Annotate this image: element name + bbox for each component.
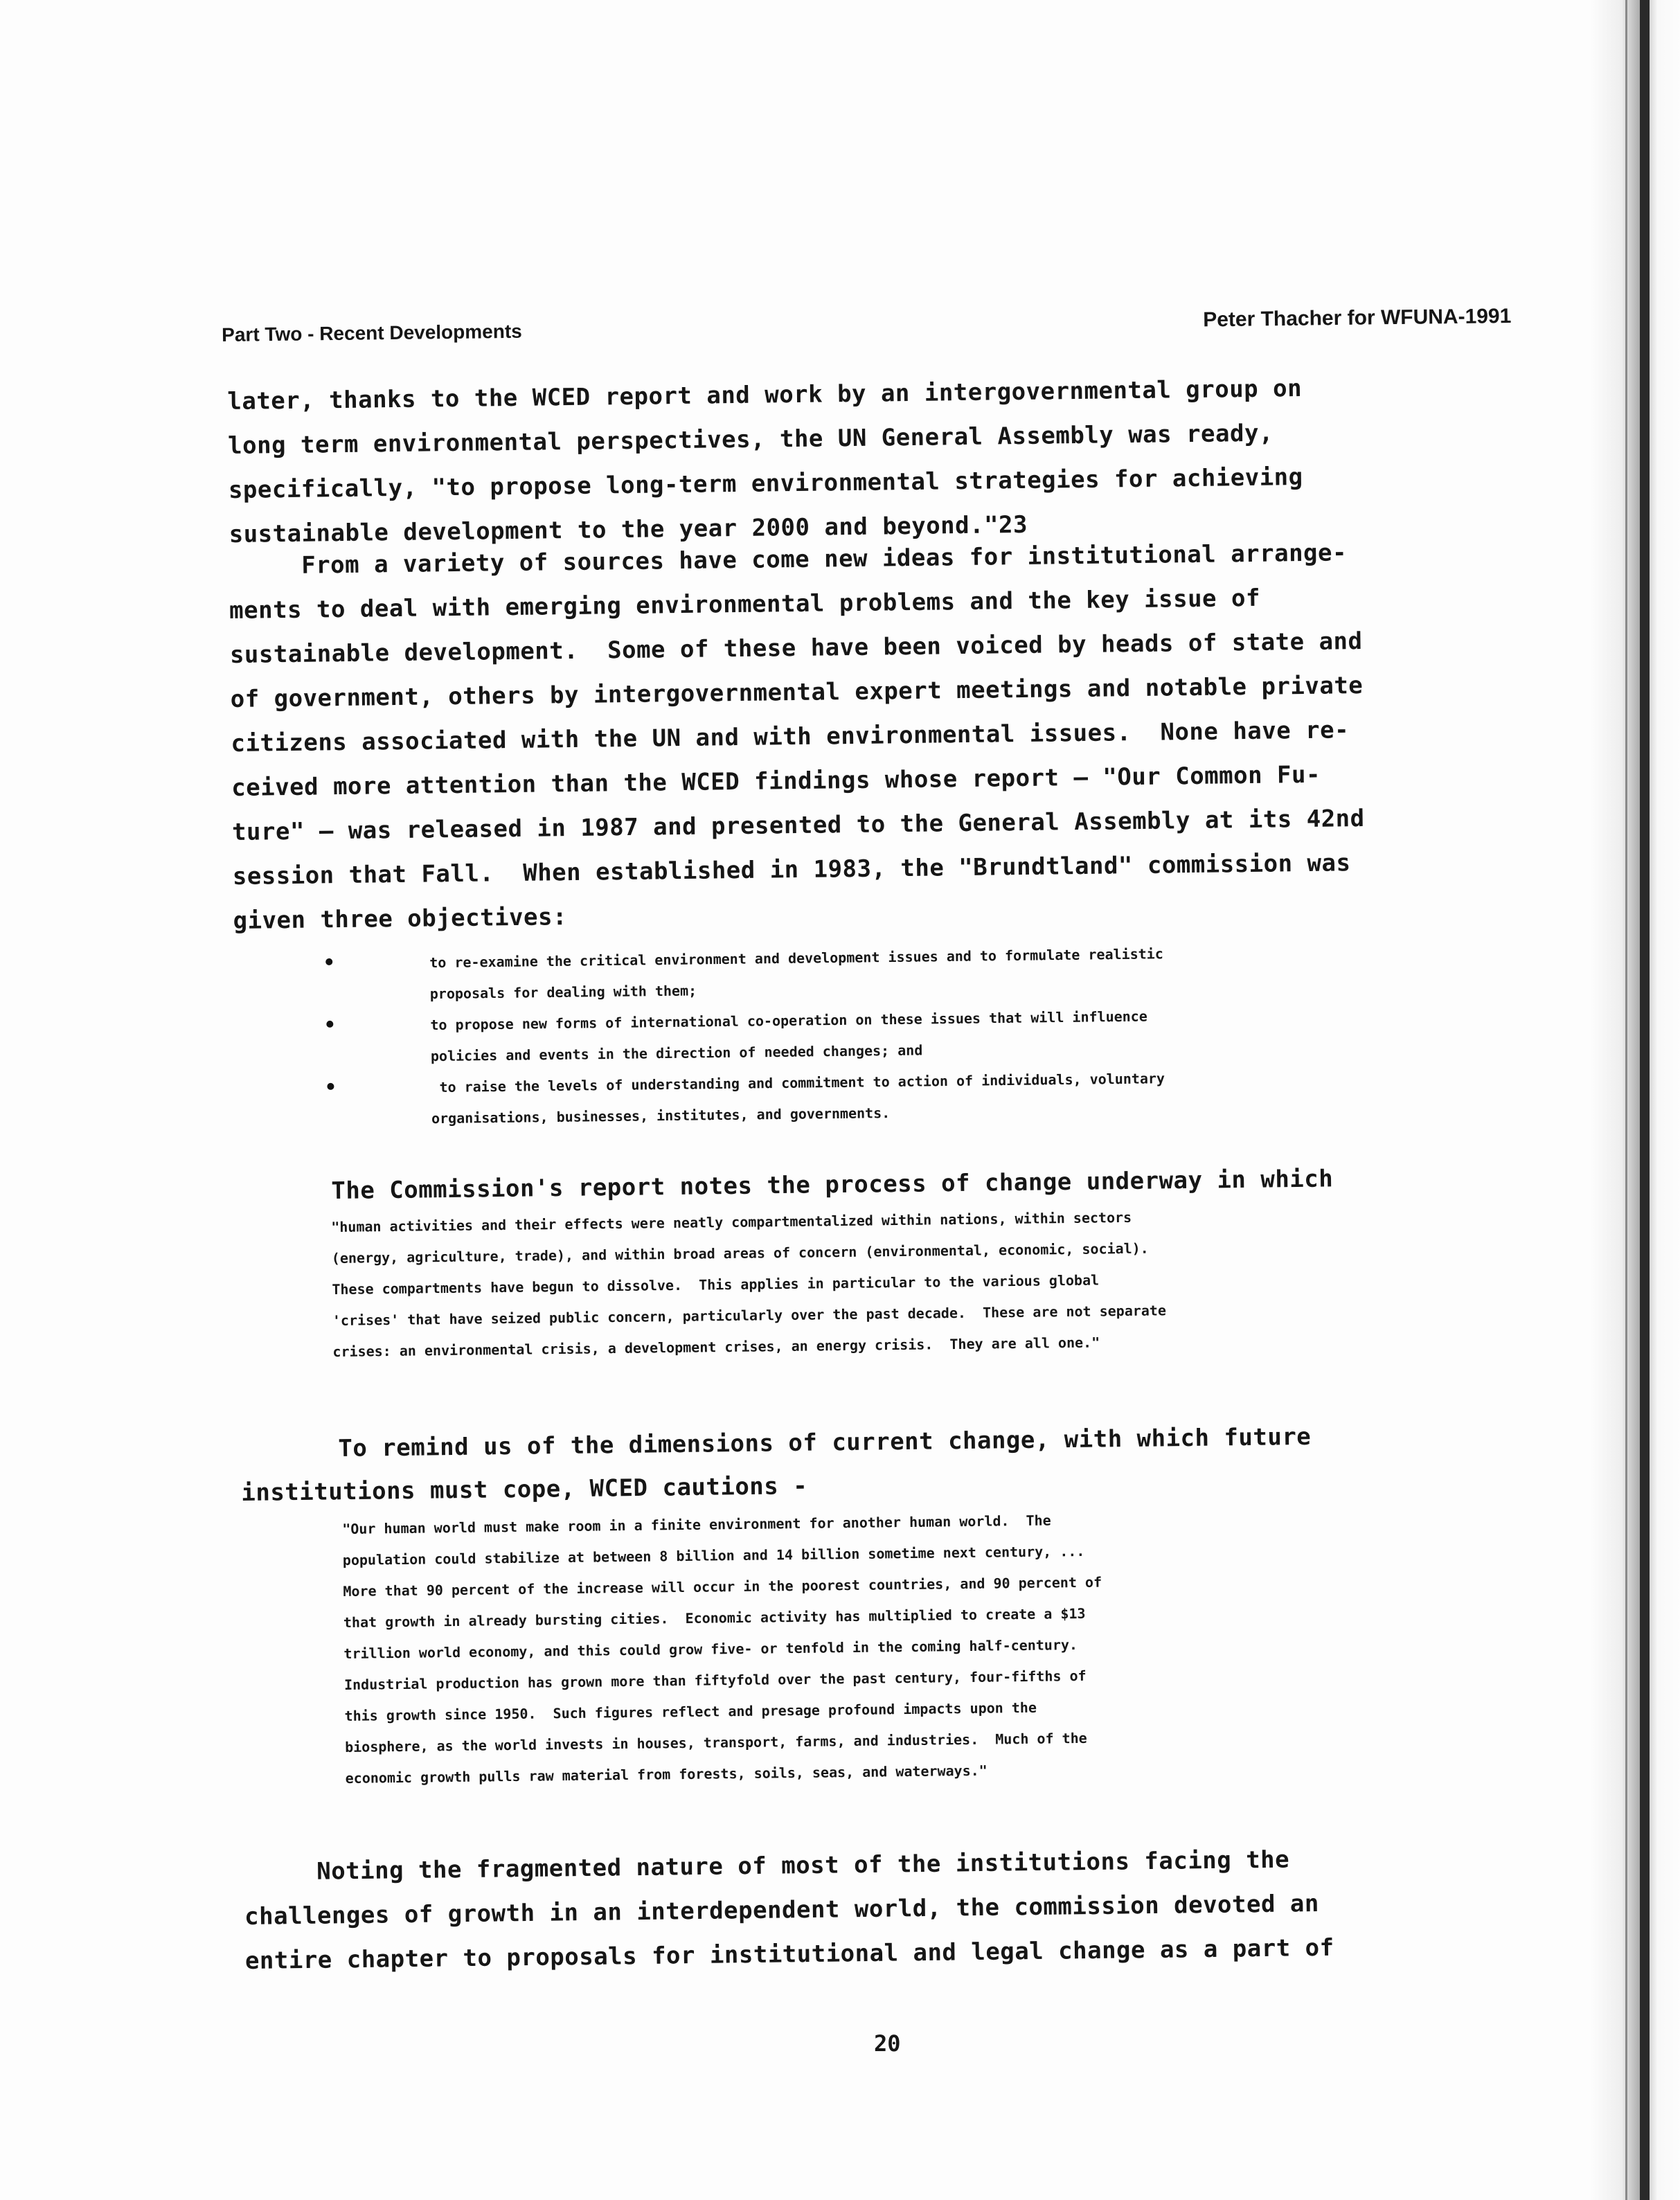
text-line: 'crises' that have seized public concern, particularly over the past decade. These are not separate xyxy=(332,1302,1167,1329)
text-line: sustainable development. Some of these have been voiced by heads of state and xyxy=(229,627,1363,669)
text-line: population could stabilize at between 8 billion and 14 billion sometime next century, ... xyxy=(342,1542,1085,1568)
text-line: These compartments have begun to dissolve. This applies in particular to the various global xyxy=(332,1271,1100,1298)
text-line: Industrial production has grown more than fiftyfold over the past century, four-fifths of xyxy=(343,1667,1087,1693)
bullet-icon xyxy=(326,1021,333,1028)
header-section-title: Part Two - Recent Developments xyxy=(222,320,522,346)
scan-edge-shadow xyxy=(1590,0,1680,2200)
text-line: long term environmental perspectives, the UN General Assembly was ready, xyxy=(227,419,1274,460)
paragraph-institutional-ideas xyxy=(229,530,1366,943)
text-line: biosphere, as the world invests in houses, transport, farms, and industries. Much of the xyxy=(344,1729,1087,1755)
scan-edge-line-thin xyxy=(1625,0,1627,2200)
text-line: ture" — was released in 1987 and presented to the General Assembly at its 42nd xyxy=(231,804,1365,846)
scan-edge-line xyxy=(1640,0,1650,2200)
text-line: "Our human world must make room in a finite environment for another human world. The xyxy=(342,1512,1051,1537)
text-line: crises: an environmental crisis, a development crises, an energy crisis. They are all one." xyxy=(332,1334,1100,1360)
text-line: to propose new forms of international co-operation on these issues that will influence xyxy=(430,1008,1147,1034)
text-line: given three objectives: xyxy=(233,903,568,935)
list-item xyxy=(327,1063,1165,1136)
bullet-icon xyxy=(327,1083,334,1090)
text-line: The Commission's report notes the process of change underway in which xyxy=(331,1165,1334,1205)
commission-intro xyxy=(331,1156,1334,1213)
text-line: this growth since 1950. Such figures reflect and presage profound impacts upon the xyxy=(344,1699,1037,1724)
text-line: More that 90 percent of the increase will occur in the poorest countries, and 90 percent of xyxy=(343,1573,1102,1600)
text-line: From a variety of sources have come new ideas for institutional arrange- xyxy=(229,539,1348,580)
objectives-list xyxy=(325,938,1165,1136)
text-line: citizens associated with the UN and with environmental issues. None have re- xyxy=(231,716,1350,758)
text-line: to raise the levels of understanding and commitment to action of individuals, voluntary xyxy=(431,1070,1165,1096)
quote-compartments xyxy=(331,1201,1167,1368)
text-line: Noting the fragmented nature of most of the institutions facing the xyxy=(244,1845,1290,1886)
text-line: later, thanks to the WCED report and work by an intergovernmental group on xyxy=(227,375,1303,415)
text-line: economic growth pulls raw material from forests, soils, seas, and waterways." xyxy=(345,1762,988,1787)
text-line: to re-examine the critical environment and development issues and to formulate realistic xyxy=(429,945,1163,972)
text-line: sustainable development to the year 2000 and beyond."23 xyxy=(229,510,1028,548)
text-line: trillion world economy, and this could grow five- or tenfold in the coming half-century. xyxy=(343,1636,1078,1662)
text-line: institutions must cope, WCED cautions - xyxy=(241,1472,808,1507)
text-line: of government, others by intergovernmental expert meetings and notable private xyxy=(230,672,1364,713)
header-author-credit: Peter Thacher for WFUNA-1991 xyxy=(1202,305,1512,332)
text-line: ceived more attention than the WCED findings whose report — "Our Common Fu- xyxy=(231,760,1321,802)
page-number: 20 xyxy=(874,2030,901,2057)
list-item xyxy=(325,938,1164,1011)
list-item xyxy=(326,1001,1165,1073)
text-line: challenges of growth in an interdependent world, the commission devoted an xyxy=(244,1890,1320,1931)
paragraph-fragmented-institutions xyxy=(244,1837,1334,1983)
bullet-icon xyxy=(325,958,332,965)
text-line: "human activities and their effects were neatly compartmentalized within nations, within sectors xyxy=(331,1208,1132,1235)
remind-intro-line-2 xyxy=(241,1464,808,1515)
text-line: session that Fall. When established in 1983, the "Brundtland" commission was xyxy=(232,849,1351,891)
text-line: organisations, businesses, institutes, and governments. xyxy=(431,1105,891,1127)
text-line: specifically, "to propose long-term environmental strategies for achieving xyxy=(228,463,1303,504)
text-line: (energy, agriculture, trade), and within broad areas of concern (environmental, economic, social). xyxy=(331,1240,1149,1267)
text-line: policies and events in the direction of needed changes; and xyxy=(430,1041,923,1065)
text-line: To remind us of the dimensions of current change, with which future xyxy=(338,1422,1312,1463)
text-line: that growth in already bursting cities. Economic activity has multiplied to create a $13 xyxy=(343,1604,1086,1631)
text-line: entire chapter to proposals for institutional and legal change as a part of xyxy=(244,1933,1334,1975)
text-line: ments to deal with emerging environmental problems and the key issue of xyxy=(229,584,1261,625)
paragraph-wced-report xyxy=(227,366,1304,557)
remind-intro-line-1 xyxy=(338,1415,1312,1471)
text-line: proposals for dealing with them; xyxy=(429,982,697,1003)
quote-human-world xyxy=(342,1505,1105,1794)
